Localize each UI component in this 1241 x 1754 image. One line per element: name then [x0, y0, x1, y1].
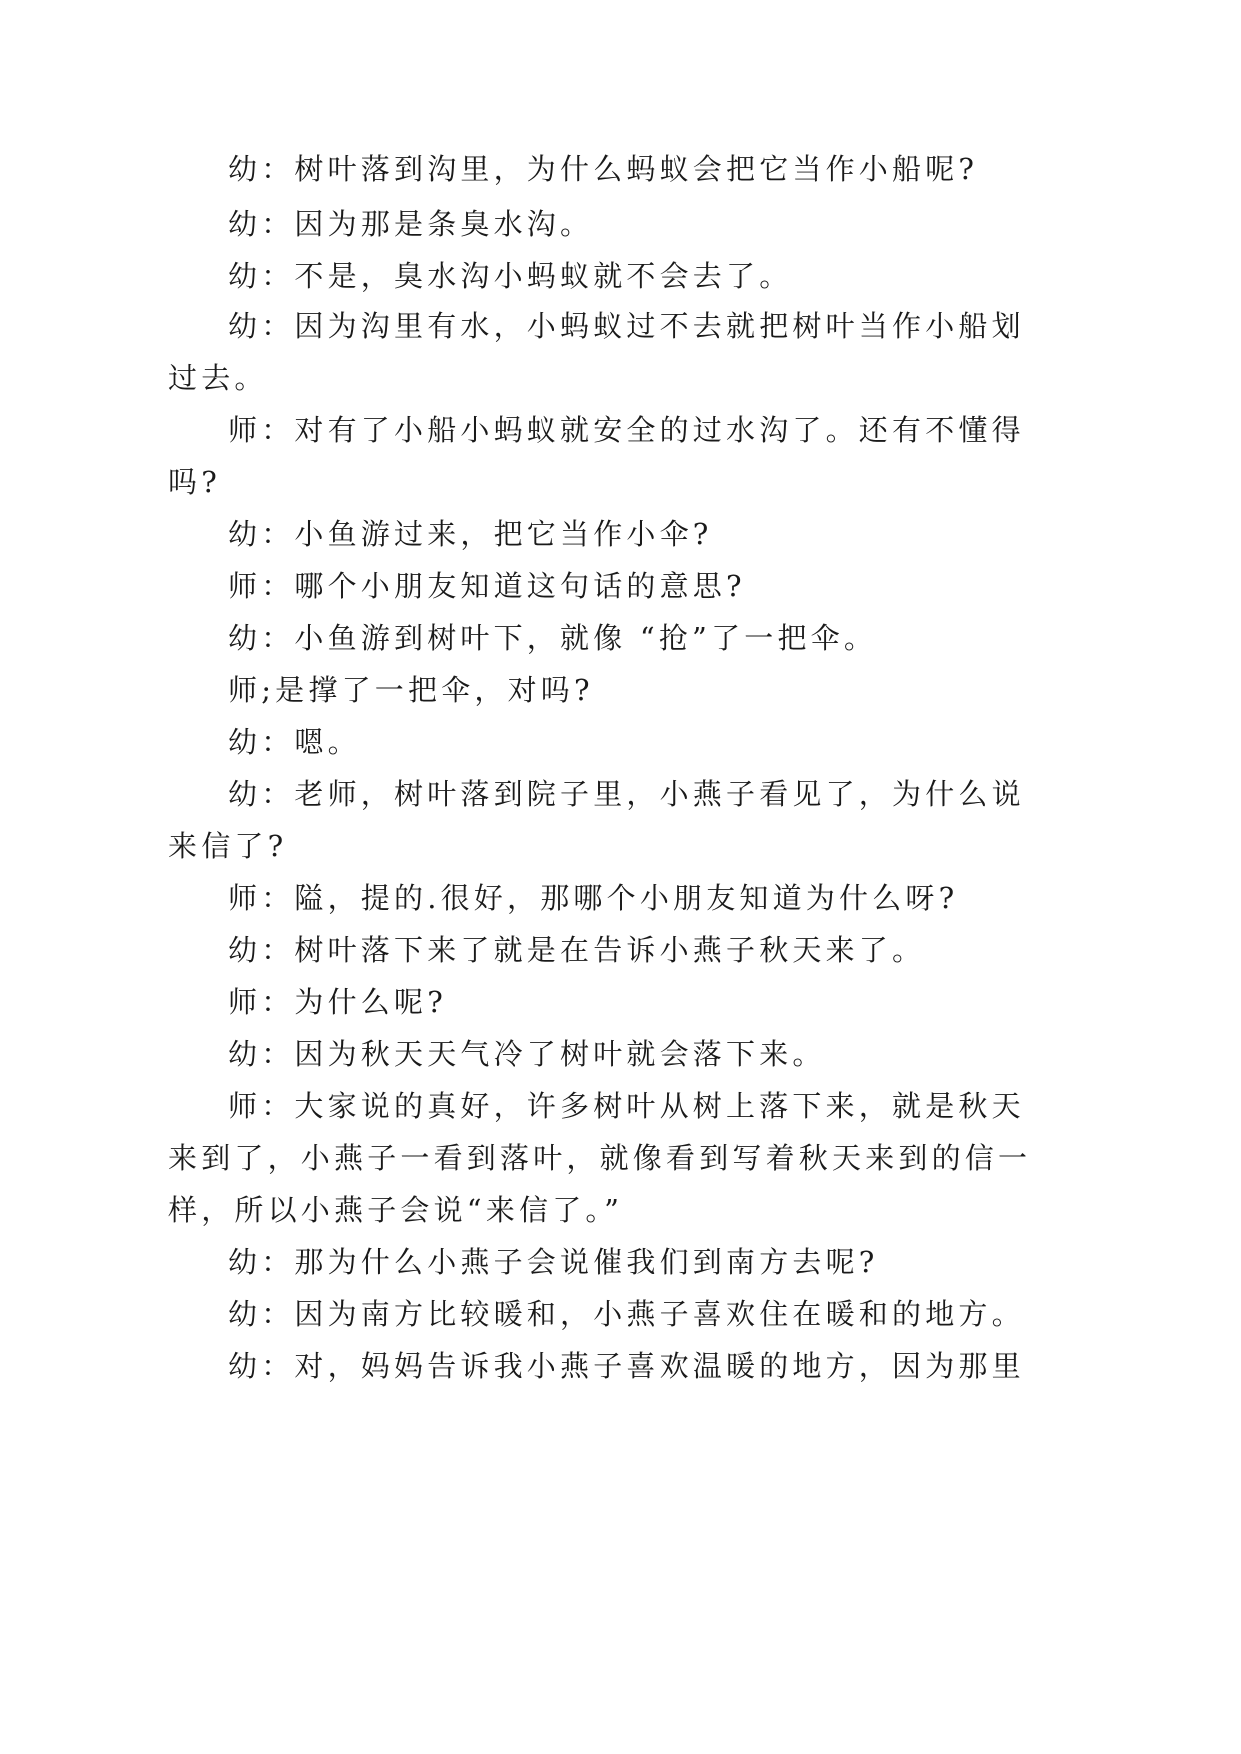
text-line: 来到了，小燕子一看到落叶，就像看到写着秋天来到的信一 [168, 1141, 1032, 1175]
text-line: 幼：树叶落下来了就是在告诉小燕子秋天来了。 [228, 933, 926, 967]
text-line: 幼：因为秋天天气冷了树叶就会落下来。 [228, 1037, 826, 1071]
text-line: 过去。 [168, 361, 268, 395]
text-line: 师：哪个小朋友知道这句话的意思? [228, 569, 746, 603]
text-line: 师：为什么呢? [228, 985, 447, 1019]
text-line: 样，所以小燕子会说“来信了。” [168, 1193, 624, 1227]
text-line: 幼：对，妈妈告诉我小燕子喜欢温暖的地方，因为那里 [228, 1349, 1025, 1383]
text-line: 吗? [168, 465, 221, 499]
text-line: 幼：老师，树叶落到院子里，小燕子看见了，为什么说 [228, 777, 1025, 811]
text-line: 来信了? [168, 829, 288, 863]
text-line: 师：对有了小船小蚂蚁就安全的过水沟了。还有不懂得 [228, 413, 1025, 447]
text-line: 师;是撑了一把伞，对吗? [228, 673, 594, 707]
text-line: 幼：树叶落到沟里，为什么蚂蚁会把它当作小船呢? [228, 152, 979, 186]
text-line: 幼：小鱼游过来，把它当作小伞? [228, 517, 713, 551]
text-line: 幼：因为南方比较暖和，小燕子喜欢住在暖和的地方。 [228, 1297, 1025, 1331]
text-line: 幼：因为沟里有水，小蚂蚁过不去就把树叶当作小船划 [228, 309, 1025, 343]
text-line: 幼：那为什么小燕子会说催我们到南方去呢? [228, 1245, 879, 1279]
text-line: 幼：因为那是条臭水沟。 [228, 207, 594, 241]
text-line: 幼：嗯。 [228, 725, 361, 759]
text-line: 幼：小鱼游到树叶下，就像 “抢”了一把伞。 [228, 621, 878, 655]
text-line: 师：隘，提的.很好，那哪个小朋友知道为什么呀? [228, 881, 959, 915]
text-line: 师：大家说的真好，许多树叶从树上落下来，就是秋天 [228, 1089, 1025, 1123]
text-line: 幼：不是，臭水沟小蚂蚁就不会去了。 [228, 259, 793, 293]
